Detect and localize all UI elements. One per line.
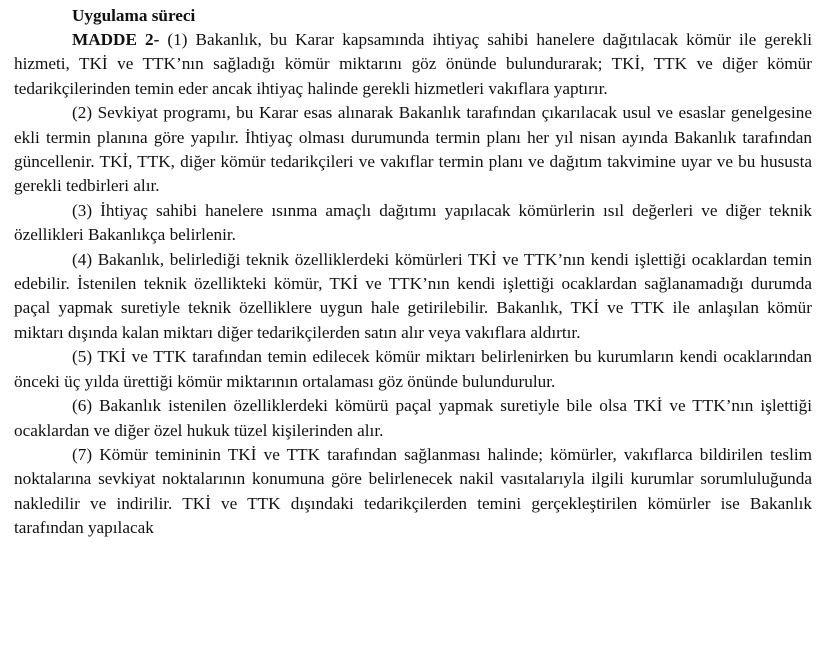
paragraph-6: (6) Bakanlık istenilen özelliklerdeki kömürü paçal yapmak suretiyle bile olsa TKİ ve TTK’nın işlettiği ocaklardan ve diğer özel hukuk tüzel kişilerinden alır. [14,396,812,440]
paragraph-4: (4) Bakanlık, belirlediği teknik özelliklerdeki kömürleri TKİ ve TTK’nın kendi işlettiği ocaklardan temin edebilir. İstenilen teknik özellikteki kömür, TKİ ve TTK’nın kendi işlettiği ocaklardan sağlanamadığı durumda paçal yapmak suretiyle teknik özelliklere uygun hale getirilebilir. Bakanlık, TKİ ve TTK ile anlaşılan kömür miktarı dışında kalan miktarı diğer tedarikçilerden satın alır veya vakıflara aldırtır. [14,249,812,342]
document-page [14,4,812,541]
article-label: MADDE 2- [72,30,160,49]
paragraph-5: (5) TKİ ve TTK tarafından temin edilecek kömür miktarı belirlenirken bu kurumların kendi ocaklarından önceki üç yılda ürettiği kömür miktarının ortalaması göz önünde bulundurulur. [14,347,812,391]
section-heading: Uygulama süreci [72,6,196,25]
paragraph-2: (2) Sevkiyat programı, bu Karar esas alınarak Bakanlık tarafından çıkarılacak usul ve esaslar genelgesine ekli termin planına göre yapılır. İhtiyaç olması durumunda termin planı her yıl nisan ayında Bakanlık tarafından güncellenir. TKİ, TTK, diğer kömür tedarikçileri ve vakıflar termin planı ve dağıtım takvimine uyar ve bu hususta gerekli tedbirleri alır. [14,103,812,196]
paragraph-1-text: (1) Bakanlık, bu Karar kapsamında ihtiyaç sahibi hanelere dağıtılacak kömür ile gerekli hizmeti, TKİ ve TTK’nın sağladığı kömür miktarını göz önünde bulundurarak; TKİ, TTK ve diğer kömür tedarikçilerinden temin eder ancak ihtiyaç halinde gerekli hizmetleri vakıflara yaptırır. [14,30,813,98]
paragraph-3: (3) İhtiyaç sahibi hanelere ısınma amaçlı dağıtımı yapılacak kömürlerin ısıl değerleri ve diğer teknik özellikleri Bakanlıkça belirlenir. [14,200,812,245]
paragraph-1 [14,28,812,101]
paragraph-7: (7) Kömür temininin TKİ ve TTK tarafından sağlanması halinde; kömürler, vakıflarca bildirilen teslim noktalarına sevkiyat noktalarının konumuna göre belirlenecek nakil vasıtalarıyla ilgili kurumlar sorumluluğunda nakledilir ve indirilir. TKİ ve TTK dışındaki tedarikçilerden temini gerçekleştirilen kömürler ise Bakanlık tarafından yapılacak [14,444,812,538]
